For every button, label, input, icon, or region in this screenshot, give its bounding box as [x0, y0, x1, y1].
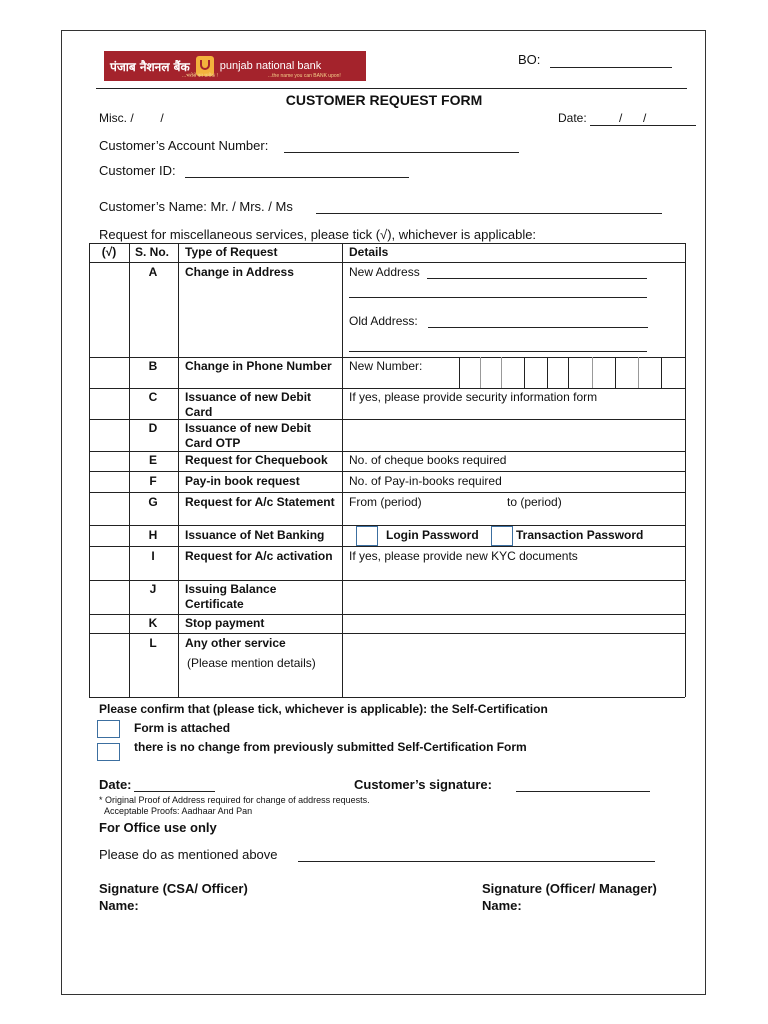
footer-date-label: Date:	[99, 777, 132, 792]
table-row-divider	[89, 471, 685, 472]
date-sep-1: /	[619, 111, 623, 125]
do-as-mentioned-label: Please do as mentioned above	[99, 847, 278, 862]
customer-signature-field[interactable]	[516, 791, 650, 792]
row-g-type: Request for A/c Statement	[185, 495, 335, 509]
row-f-sno: F	[149, 474, 157, 488]
row-j-type: Issuing Balance Certificate	[185, 582, 277, 611]
row-i-details: If yes, please provide new KYC documents	[349, 549, 578, 563]
row-e-type: Request for Chequebook	[185, 453, 328, 467]
phone-box-divider	[638, 357, 639, 388]
row-e-sno: E	[148, 453, 157, 467]
row-c-type: Issuance of new Debit Card	[185, 390, 312, 419]
form-title: CUSTOMER REQUEST FORM	[285, 92, 483, 108]
phone-box-divider	[615, 357, 616, 388]
table-row-divider	[89, 546, 685, 547]
self-cert-prompt: Please confirm that (please tick, whichever is applicable): the Self-Certification	[99, 702, 548, 716]
table-row-divider	[89, 243, 685, 244]
customer-name-label: Customer’s Name: Mr. / Mrs. / Ms	[99, 199, 293, 214]
logo-hindi-text: पंजाब नैशनल बैंक	[110, 59, 190, 74]
row-a-type: Change in Address	[185, 265, 294, 279]
table-row-divider	[89, 697, 685, 698]
customer-signature-label: Customer’s signature:	[354, 777, 492, 792]
row-h-sno: H	[148, 528, 158, 542]
row-l-type-note: (Please mention details)	[187, 656, 316, 670]
signature-csa-label: Signature (CSA/ Officer)	[99, 881, 248, 896]
table-row-divider	[89, 419, 685, 420]
office-use-heading: For Office use only	[99, 820, 217, 835]
row-h-type: Issuance of Net Banking	[185, 528, 325, 542]
logo-english-text: punjab national bank	[219, 60, 322, 72]
date-label: Date:	[558, 111, 587, 125]
old-address-line-2[interactable]	[349, 351, 647, 352]
row-b-type: Change in Phone Number	[185, 359, 332, 373]
header-divider	[96, 88, 687, 89]
row-l-sno: L	[149, 636, 157, 650]
row-g-sno: G	[148, 495, 158, 509]
row-a-new-address-label: New Address	[349, 265, 420, 279]
phone-box-divider	[459, 357, 460, 388]
phone-box-divider	[480, 357, 481, 388]
signature-manager-label: Signature (Officer/ Manager)	[482, 881, 657, 896]
name-manager-label: Name:	[482, 898, 522, 913]
row-b-sno: B	[148, 359, 158, 373]
header-type: Type of Request	[185, 245, 278, 259]
form-attached-checkbox[interactable]	[97, 720, 120, 738]
phone-box-divider	[547, 357, 548, 388]
table-row-divider	[89, 357, 685, 358]
table-border-right	[685, 243, 686, 697]
logo-tagline-english: ...the name you can BANK upon!	[268, 73, 341, 79]
table-col-divider	[342, 243, 343, 697]
row-b-details: New Number:	[349, 359, 423, 373]
date-sep-2: /	[643, 111, 647, 125]
form-attached-label: Form is attached	[134, 721, 231, 735]
proof-note-2: Acceptable Proofs: Aadhaar And Pan	[104, 806, 253, 816]
row-e-details: No. of cheque books required	[349, 453, 507, 467]
old-address-line-1[interactable]	[428, 327, 648, 328]
phone-box-divider	[501, 357, 502, 388]
table-row-divider	[89, 492, 685, 493]
table-row-divider	[89, 451, 685, 452]
row-g-from: From (period)	[349, 495, 422, 509]
row-k-type: Stop payment	[185, 616, 265, 630]
row-d-type: Issuance of new Debit Card OTP	[185, 421, 312, 450]
footer-date-field[interactable]	[134, 791, 215, 792]
customer-id-label: Customer ID:	[99, 163, 176, 178]
header-details: Details	[349, 245, 389, 259]
no-change-checkbox[interactable]	[97, 743, 120, 761]
header-sno: S. No.	[135, 245, 170, 259]
account-number-label: Customer’s Account Number:	[99, 138, 269, 153]
misc-label: Misc. / /	[99, 111, 164, 125]
table-row-divider	[89, 580, 685, 581]
customer-id-field[interactable]	[185, 177, 409, 178]
customer-name-field[interactable]	[316, 213, 662, 214]
table-row-divider	[89, 388, 685, 389]
table-row-divider	[89, 614, 685, 615]
phone-box-divider	[568, 357, 569, 388]
bo-label: BO:	[518, 52, 541, 67]
phone-box-divider	[661, 357, 662, 388]
row-d-sno: D	[148, 421, 158, 435]
row-g-to: to (period)	[507, 495, 562, 509]
phone-box-divider	[592, 357, 593, 388]
row-h-opt1: Login Password	[386, 528, 479, 542]
row-c-details: If yes, please provide security information form	[349, 390, 598, 404]
name-csa-label: Name:	[99, 898, 139, 913]
row-l-type: Any other service	[185, 636, 286, 650]
row-h-opt2: Transaction Password	[516, 528, 644, 542]
phone-box-divider	[524, 357, 525, 388]
table-border-left	[89, 243, 90, 697]
table-row-divider	[89, 633, 685, 634]
login-password-checkbox[interactable]	[356, 526, 378, 546]
logo-tagline-hindi: ...भरोसे का प्रतीक !	[182, 73, 218, 79]
row-f-details: No. of Pay-in-books required	[349, 474, 502, 488]
row-j-sno: J	[149, 582, 157, 596]
row-a-old-address-label: Old Address:	[349, 314, 418, 328]
new-address-line-1[interactable]	[427, 278, 647, 279]
table-col-divider	[178, 243, 179, 697]
date-field[interactable]	[590, 125, 696, 126]
new-address-line-2[interactable]	[349, 297, 647, 298]
transaction-password-checkbox[interactable]	[491, 526, 513, 546]
row-a-sno: A	[148, 265, 158, 279]
row-i-type: Request for A/c activation	[185, 549, 333, 563]
do-as-mentioned-field[interactable]	[298, 861, 655, 862]
table-row-divider	[89, 525, 685, 526]
header-tick: (√)	[101, 245, 117, 259]
row-f-type: Pay-in book request	[185, 474, 300, 488]
account-number-field[interactable]	[284, 152, 519, 153]
bo-field[interactable]	[550, 67, 672, 68]
table-row-divider	[89, 262, 685, 263]
proof-note-1: * Original Proof of Address required for change of address requests.	[99, 795, 370, 805]
no-change-label: there is no change from previously submitted Self-Certification Form	[134, 740, 527, 754]
request-intro: Request for miscellaneous services, please tick (√), whichever is applicable:	[99, 227, 537, 242]
row-i-sno: I	[151, 549, 155, 563]
row-c-sno: C	[148, 390, 158, 404]
row-k-sno: K	[148, 616, 158, 630]
